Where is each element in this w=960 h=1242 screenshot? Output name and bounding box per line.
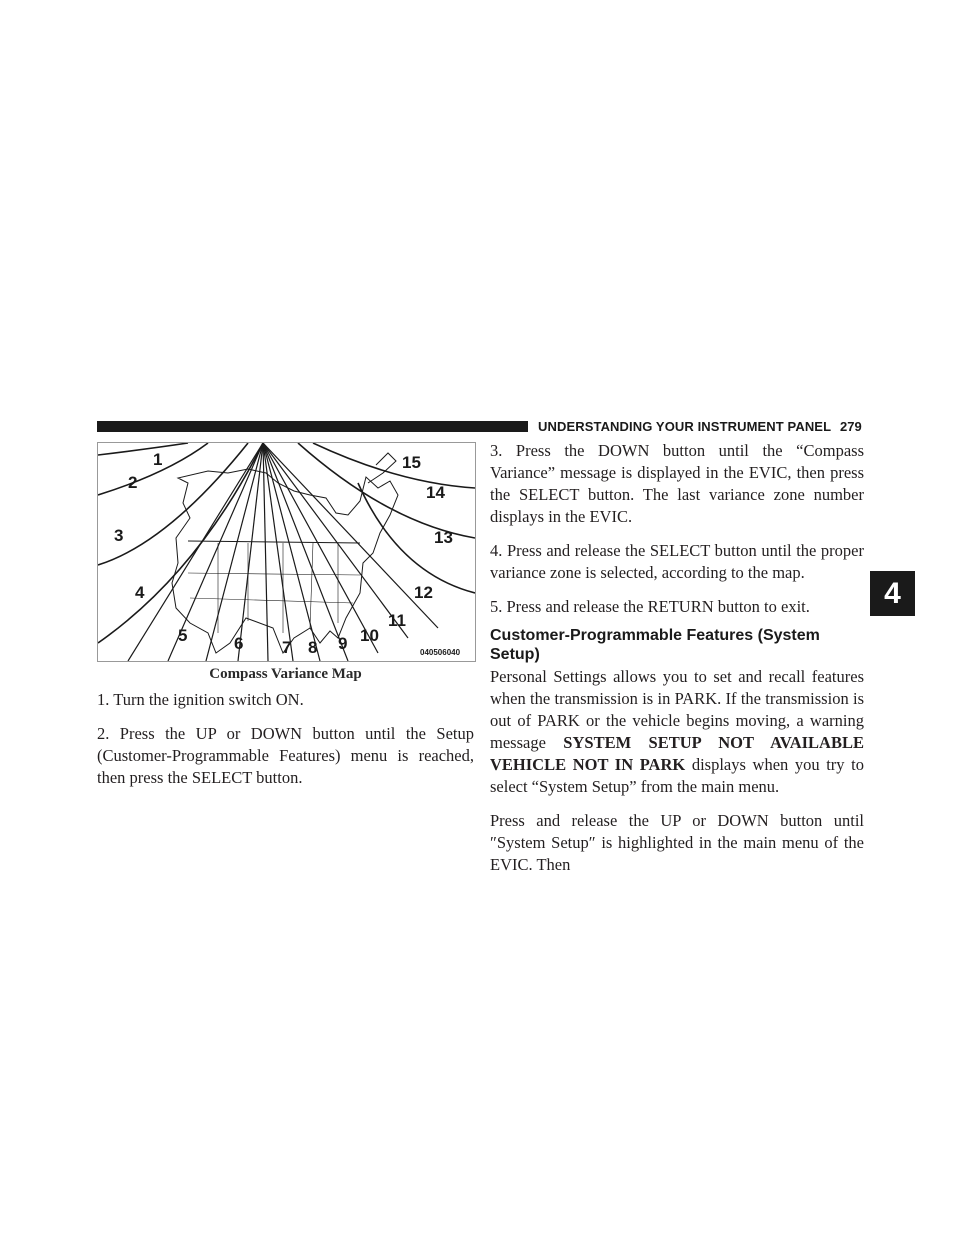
zone-arc — [298, 443, 475, 538]
zone-label: 15 — [402, 453, 421, 472]
left-column — [97, 689, 474, 801]
zone-label: 14 — [426, 483, 445, 502]
zone-label: 8 — [308, 638, 318, 657]
coast-detail — [368, 453, 396, 483]
zone-label: 7 — [282, 638, 292, 657]
step-4: 4. Press and release the SELECT button until the proper variance zone is selected, according to the map. — [490, 541, 864, 582]
paragraph-text: displays when you try to select “System Setup” from the main menu. — [490, 755, 864, 796]
state-lines — [188, 573, 360, 603]
border-line — [188, 541, 360, 543]
zone-label: 4 — [135, 583, 145, 602]
zone-label: 13 — [434, 528, 453, 547]
isogonic-line — [263, 443, 348, 661]
right-column — [490, 440, 864, 888]
zone-label: 6 — [234, 634, 244, 653]
zone-label: 3 — [114, 526, 124, 545]
page-number: 279 — [840, 419, 862, 434]
image-code: 040506040 — [420, 648, 461, 657]
isogonic-line — [263, 443, 320, 661]
isogonic-line — [238, 443, 263, 661]
isogonic-line — [263, 443, 378, 653]
figure-caption: Compass Variance Map — [209, 666, 362, 682]
zone-arc — [313, 443, 475, 488]
personal-settings-paragraph — [490, 666, 864, 798]
system-setup-paragraph: Press and release the UP or DOWN button until ″System Setup″ is highlighted in the main menu of the EVIC. Then — [490, 811, 864, 874]
zone-label: 2 — [128, 473, 138, 492]
zone-label: 10 — [360, 626, 379, 645]
step-3: 3. Press the DOWN button until the “Compass Variance” message is displayed in the EVIC, then press the SELECT button. The last variance zone number displays in the EVIC. — [490, 441, 864, 526]
zone-arc — [98, 443, 188, 455]
paragraph-text: Personal Settings allows you to set and recall features when the transmission is in PARK. If the transmission is out of PARK or the vehicle begins moving, a warning message — [490, 667, 864, 752]
map-svg — [98, 443, 475, 661]
running-header: UNDERSTANDING YOUR INSTRUMENT PANEL — [538, 419, 832, 434]
warning-message: SYSTEM SETUP NOT AVAILABLE VEHICLE NOT IN PARK — [490, 733, 864, 774]
zone-label: 12 — [414, 583, 433, 602]
step-5: 5. Press and release the RETURN button to exit. — [490, 597, 810, 616]
chapter-tab: 4 — [870, 571, 915, 616]
zone-label: 5 — [178, 626, 188, 645]
step-1: 1. Turn the ignition switch ON. — [97, 690, 304, 709]
section-heading: Customer-Programmable Features (System Setup) — [490, 627, 820, 663]
isogonic-line — [206, 443, 263, 661]
compass-variance-map — [97, 442, 476, 662]
zone-label: 11 — [388, 611, 406, 630]
zone-label: 9 — [338, 634, 348, 653]
header-rule — [97, 421, 528, 432]
zone-label: 1 — [153, 450, 163, 469]
step-2: 2. Press the UP or DOWN button until the Setup (Customer-Programmable Features) menu is reached, then press the SELECT button. — [97, 724, 474, 787]
